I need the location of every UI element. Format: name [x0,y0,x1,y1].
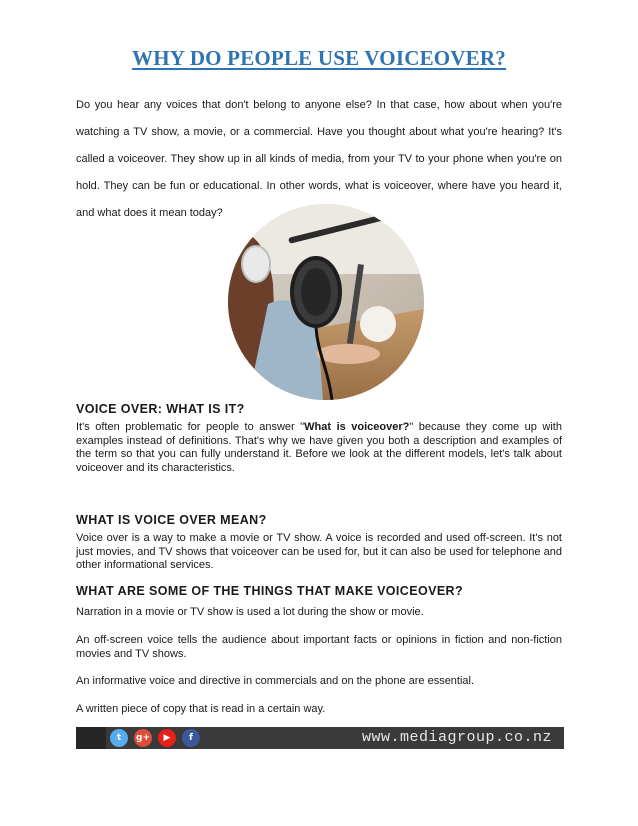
bold-phrase: What is voiceover? [304,421,410,433]
twitter-icon[interactable]: t [110,729,128,747]
section-heading-what-is-mean: WHAT IS VOICE OVER MEAN? [76,513,267,527]
youtube-icon[interactable]: ▶ [158,729,176,747]
footer-banner [76,727,564,749]
page-title: WHY DO PEOPLE USE VOICEOVER? [132,46,506,70]
section-heading-what-is-it: VOICE OVER: WHAT IS IT? [76,402,245,416]
section-heading-what-makes: WHAT ARE SOME OF THE THINGS THAT MAKE VOICEOVER? [76,584,464,598]
podcast-microphone-photo [228,204,424,400]
list-item: A written piece of copy that is read in a certain way. [76,703,326,715]
banner-accent [76,727,106,749]
section-paragraph-what-is-mean: Voice over is a way to make a movie or TV show. A voice is recorded and used off-screen. It's not just movies, and TV shows that voiceover can be used for, but it can also be used for telephone and other informational services. [76,532,562,572]
facebook-icon[interactable]: f [182,729,200,747]
paragraph-text: It's often problematic for people to answer " [76,421,305,433]
photo-illustration [228,204,424,400]
list-item: Narration in a movie or TV show is used a lot during the show or movie. [76,606,424,618]
website-url[interactable]: www.mediagroup.co.nz [361,729,552,746]
section-paragraph-what-is-it [76,421,562,475]
list-item: An informative voice and directive in commercials and on the phone are essential. [76,675,475,687]
google-plus-icon[interactable]: g+ [134,729,152,747]
intro-paragraph: Do you hear any voices that don't belong to anyone else? In that case, how about when you're watching a TV show, a movie, or a commercial. Have you thought about what you're hearing? It's called a voiceover. They show up in all kinds of media, from your TV to your phone when you're on hold. They can be fun or educational. In other words, what is voiceover, where have you heard it, and what does it mean today? [76,99,562,219]
list-item: An off-screen voice tells the audience about important facts or opinions in fiction and non-fiction movies and TV shows. [76,634,562,660]
paragraph-text: " because they come up with examples instead of definitions. That's why we have given you both a description and examples of the term so that you can fully understand it. Before we look at the different models, let's talk about voiceover and its characteristics. [76,421,562,474]
